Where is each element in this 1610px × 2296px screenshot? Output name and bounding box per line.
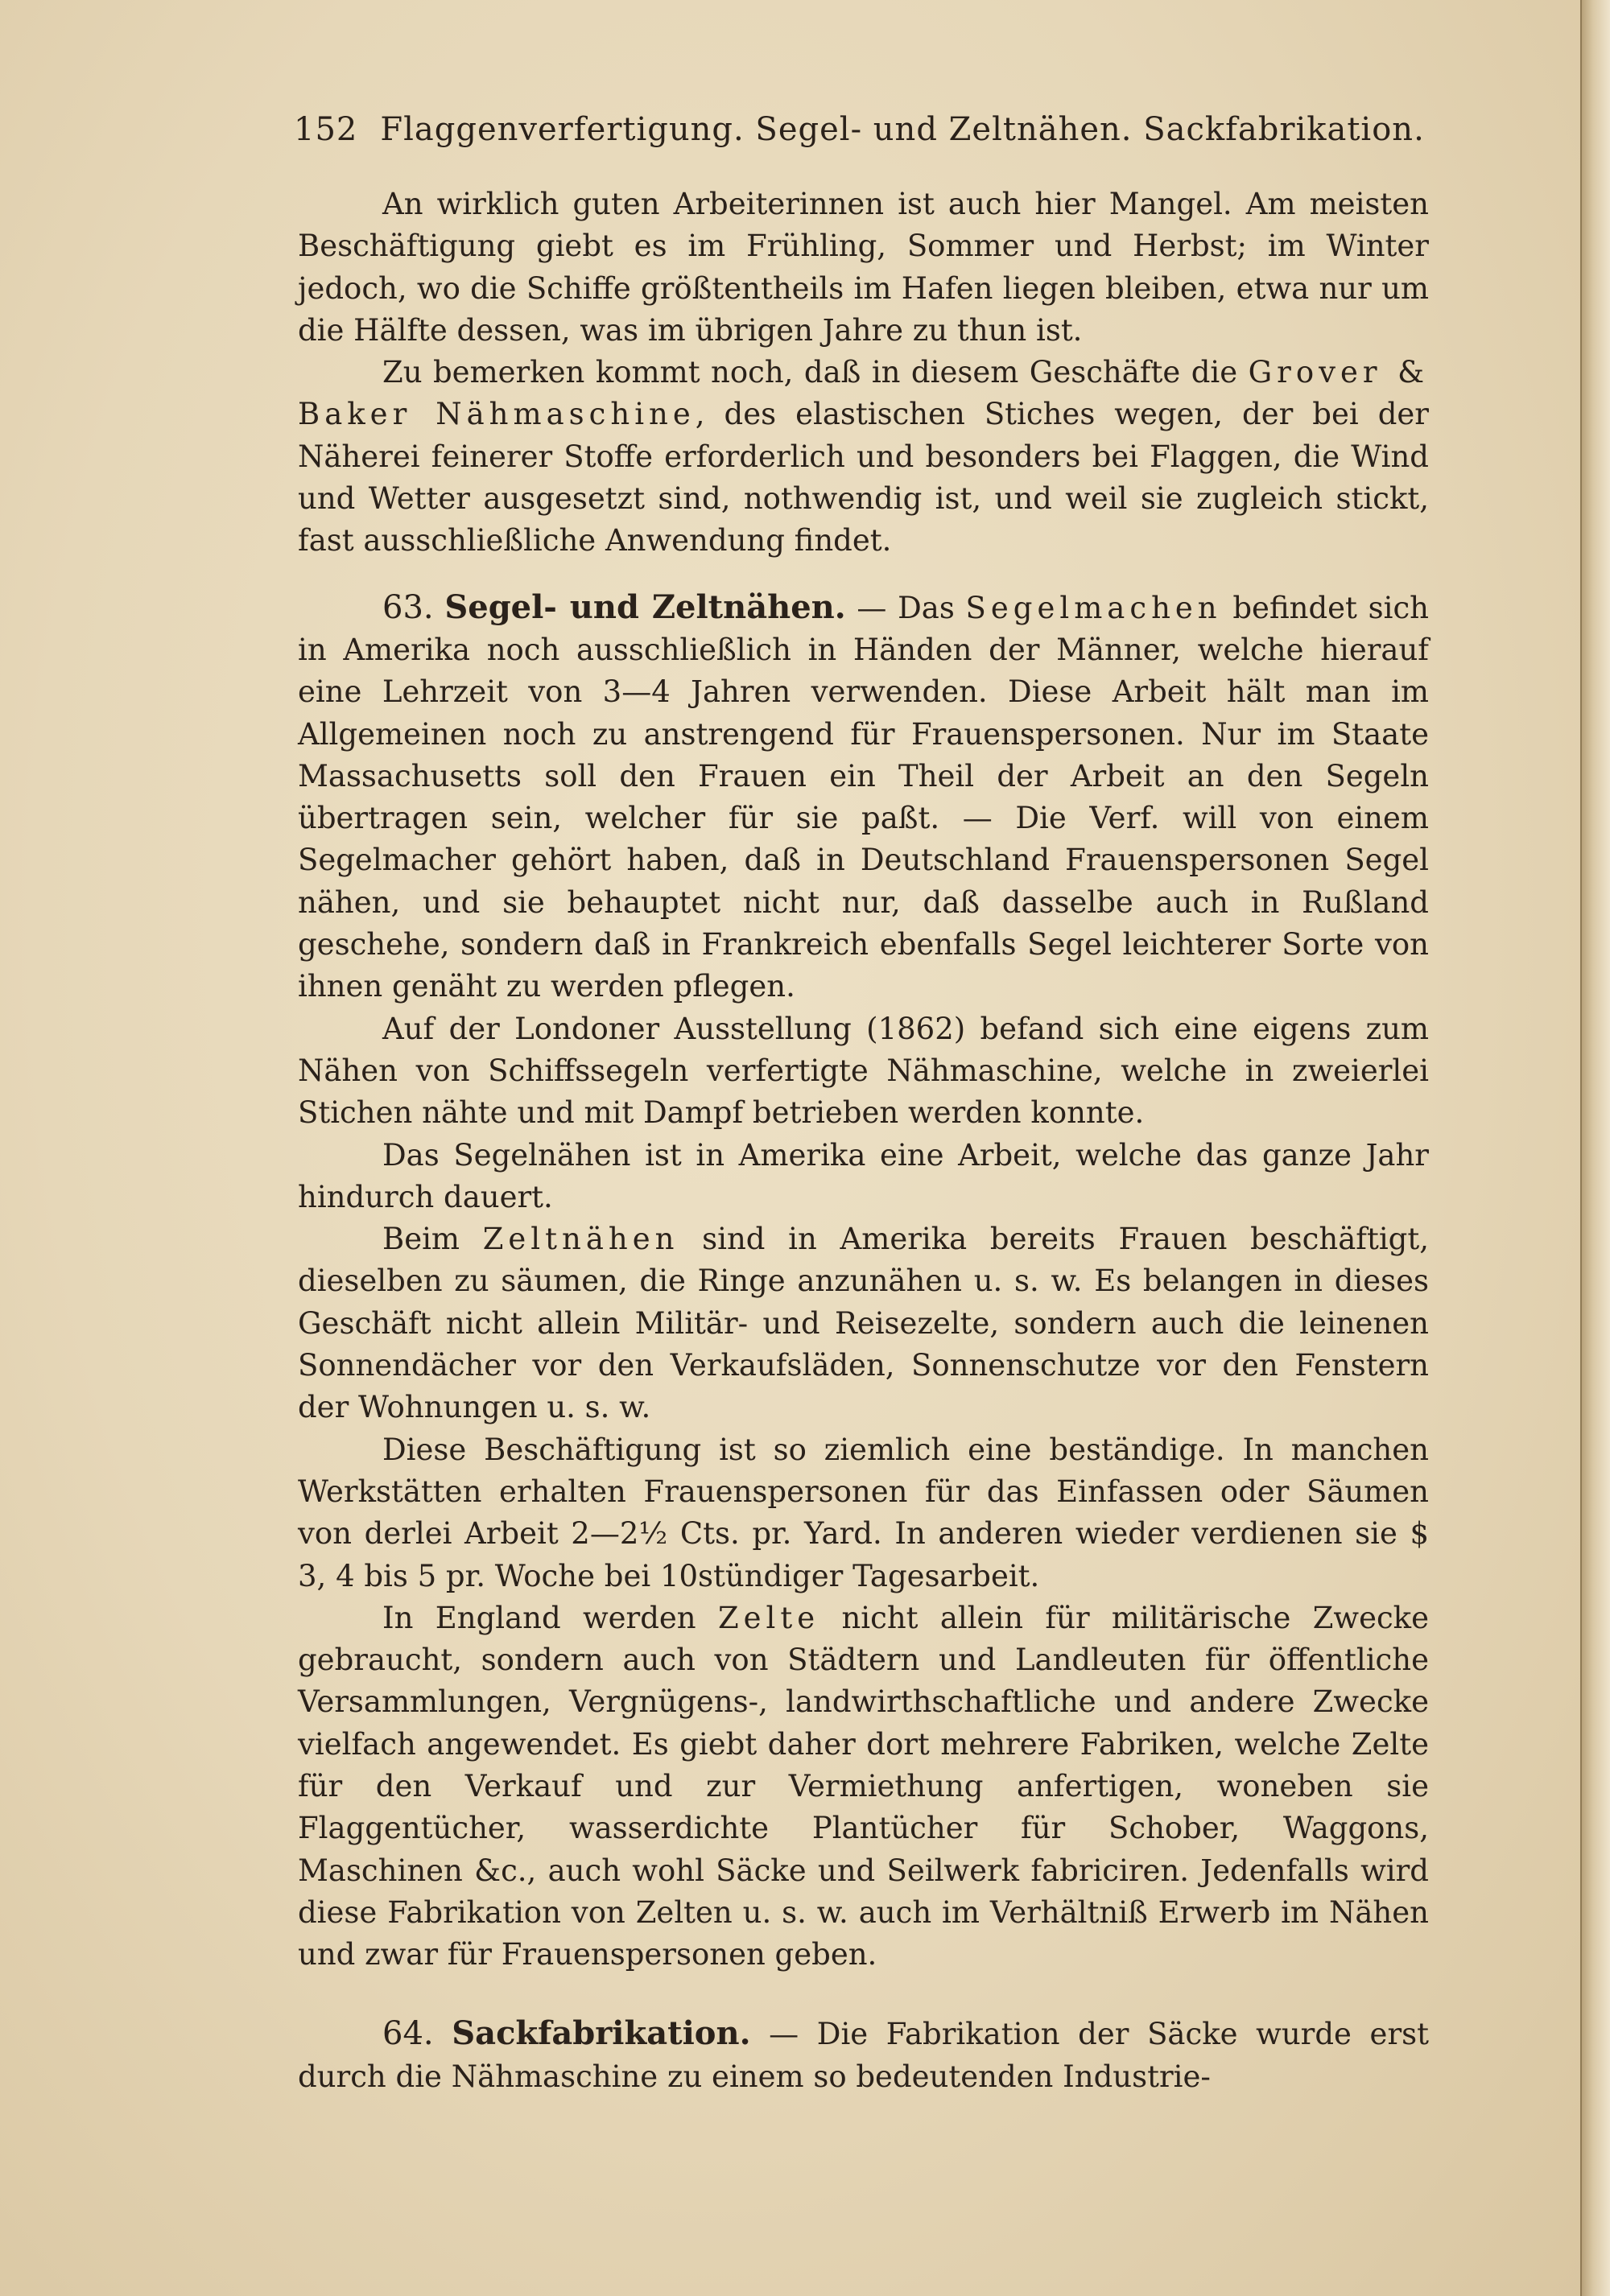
section-63-number: 63.	[382, 588, 434, 626]
section-63-p4-spaced: Zeltnähen	[482, 1222, 679, 1257]
section-63-paragraph-2: Auf der Londoner Ausstellung (1862) befand sich eine eigens zum Nähen von Schiffssegeln verfertigte Nähmaschine, welche in zweierlei Stichen nähte und mit Dampf betrieben werden konnte.	[298, 1011, 1429, 1131]
page-number: 152	[294, 111, 358, 148]
section-gap	[298, 1976, 1429, 2013]
section-63-paragraph-6	[298, 1597, 1429, 1977]
running-title: Flaggenverfertigung. Segel- und Zeltnähen. Sackfabrikation.	[380, 111, 1425, 148]
running-header	[294, 111, 1425, 148]
section-63-p4-lead: Beim	[382, 1222, 483, 1257]
section-64-title: Sackfabrikation.	[452, 2014, 751, 2053]
section-63-intro	[298, 587, 1429, 1008]
section-64-text: — Die Fabrikation der Säcke wurde erst durch die Nähmaschine zu einem so bedeutenden Industrie-	[298, 2017, 1429, 2094]
section-64-intro	[298, 2013, 1429, 2098]
section-63-p6-spaced: Zelte	[717, 1600, 820, 1635]
section-63-p6-lead: In England werden	[382, 1600, 718, 1635]
paragraph-2-lead: Zu bemerken kommt noch, daß in diesem Geschäfte die	[382, 355, 1249, 390]
section-63-p6-tail: nicht allein für militärische Zwecke gebraucht, sondern auch von Städtern und Landleuten für öffentliche Versammlungen, Vergnügens-, landwirthschaftliche und andere Zwecke vielfach angewendet. Es giebt daher dort mehrere Fabriken, welche Zelte für den Verkauf und zur Vermiethung anfertigen, woneben sie Flaggentücher, wasserdichte Plantücher für Schober, Waggons, Maschinen &c., auch wohl Säcke und Seilwerk fabriciren. Jedenfalls wird diese Fabrikation von Zelten u. s. w. auch im Verhältniß Erwerb im Nähen und zwar für Frauenspersonen geben.	[298, 1600, 1430, 1972]
section-63-intro-tail: befindet sich in Amerika noch ausschließlich in Händen der Männer, welche hierauf eine Lehrzeit von 3—4 Jahren verwenden. Diese Arbeit hält man im Allgemeinen noch zu anstrengend für Frauenspersonen. Nur im Staate Massachusetts soll den Frauen ein Theil der Arbeit an den Segeln übertragen sein, welcher für sie paßt. — Die Verf. will von einem Segelmacher gehört haben, daß in Deutschland Frauenspersonen Segel nähen, und sie behauptet nicht nur, daß dasselbe auch in Rußland geschehe, sondern daß in Frankreich ebenfalls Segel leichterer Sorte von ihnen genäht zu werden pflegen.	[298, 590, 1429, 1004]
section-63-paragraph-3: Das Segelnähen ist in Amerika eine Arbeit, welche das ganze Jahr hindurch dauert.	[298, 1137, 1429, 1214]
section-63-dash: — Das	[845, 590, 966, 625]
body-text	[298, 183, 1429, 2098]
paragraph-2	[298, 352, 1429, 562]
section-63-paragraph-4	[298, 1218, 1429, 1428]
section-64-number: 64.	[382, 2015, 434, 2053]
section-gap	[298, 563, 1429, 587]
section-63-title: Segel- und Zeltnähen.	[444, 587, 846, 626]
paragraph-2-tail: , des elastischen Stiches wegen, der bei der Näherei feinerer Stoffe erforderlich und besonders bei Flaggen, die Wind und Wetter ausgesetzt sind, nothwendig ist, und weil sie zugleich stickt, fast ausschließliche Anwendung findet.	[298, 397, 1429, 559]
section-63-paragraph-5: Diese Beschäftigung ist so ziemlich eine beständige. In manchen Werkstätten erhalten Frauenspersonen für das Einfassen oder Säumen von derlei Arbeit 2—2½ Cts. pr. Yard. In anderen wieder verdienen sie $ 3, 4 bis 5 pr. Woche bei 10stündiger Tagesarbeit.	[298, 1432, 1429, 1593]
paragraph-2-spaced: Grover & Baker Nähmaschine	[298, 355, 1430, 432]
page-edge	[1580, 0, 1610, 2296]
section-63-p4-tail: sind in Amerika bereits Frauen beschäftigt, dieselben zu säumen, die Ringe anzunähen u. s. w. Es belangen in dieses Geschäft nicht allein Militär- und Reisezelte, sondern auch die leinenen Sonnendächer vor den Verkaufsläden, Sonnenschutze vor den Fenstern der Wohnungen u. s. w.	[298, 1222, 1429, 1425]
paragraph-1: An wirklich guten Arbeiterinnen ist auch hier Mangel. Am meisten Beschäftigung giebt es im Frühling, Sommer und Herbst; im Winter jedoch, wo die Schiffe größtentheils im Hafen liegen bleiben, etwa nur um die Hälfte dessen, was im übrigen Jahre zu thun ist.	[298, 187, 1429, 348]
section-63-spaced-word: Segelmachen	[965, 590, 1222, 625]
